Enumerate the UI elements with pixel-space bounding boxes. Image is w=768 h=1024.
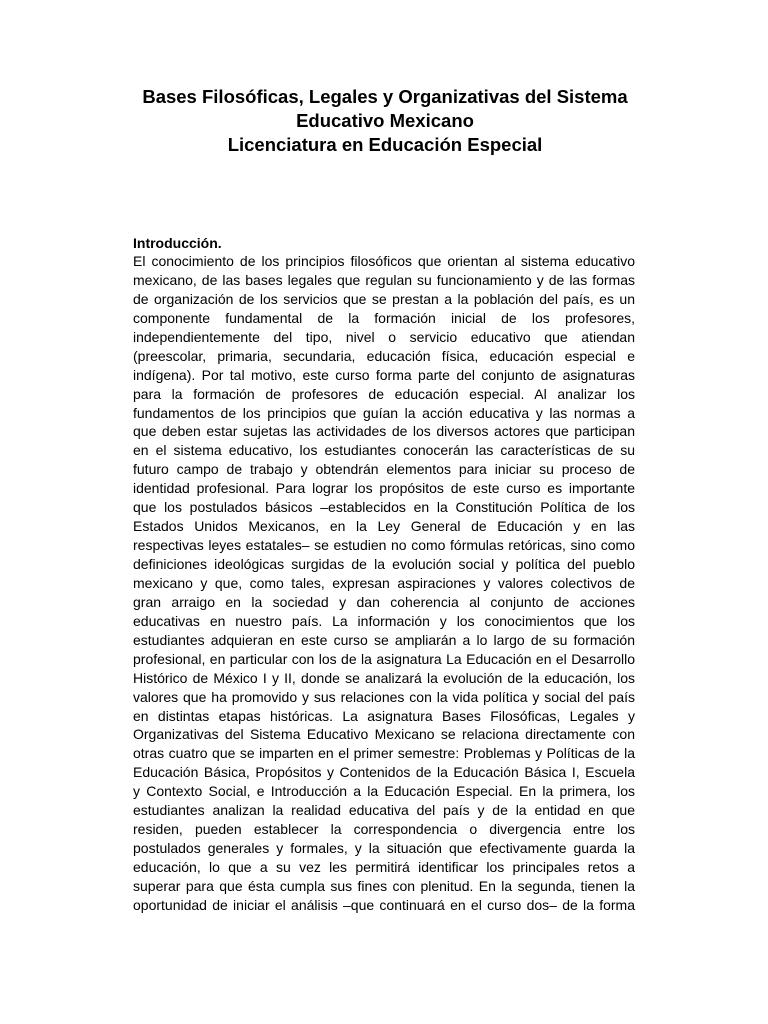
paragraph-line: educación, lo que a su vez les permitirá identificar los principales retos a — [133, 859, 635, 875]
paragraph-line: Estados Unidos Mexicanos, en la Ley General de Educación y en las — [133, 518, 635, 535]
paragraph-line: indígena). Por tal motivo, este curso forma parte del conjunto de asignaturas — [133, 366, 635, 383]
paragraph-line: (preescolar, primaria, secundaria, educación física, educación especial e — [133, 347, 635, 364]
paragraph-line: de organización de los servicios que se prestan a la población del país, es un — [133, 290, 635, 307]
paragraph-line: en el sistema educativo, los estudiantes conocerán las características de su — [133, 442, 635, 459]
paragraph-line: El conocimiento de los principios filosóficos que orientan al sistema educativo — [133, 253, 635, 269]
paragraph-line: respectivas leyes estatales– se estudien no como fórmulas retóricas, sino como — [133, 537, 635, 554]
paragraph-line: residen, pueden establecer la correspondencia o divergencia entre los — [133, 821, 635, 838]
paragraph-line: oportunidad de iniciar el análisis –que continuará en el curso dos– de la forma — [133, 896, 635, 913]
document-title — [100, 85, 670, 157]
paragraph-line: futuro campo de trabajo y obtendrán elementos para iniciar su proceso de — [133, 461, 635, 478]
title-line-1: Bases Filosóficas, Legales y Organizativas del Sistema — [142, 86, 628, 107]
paragraph-line: Organizativas del Sistema Educativo Mexicano se relaciona directamente con — [133, 726, 635, 743]
section-heading: Introducción. — [133, 235, 222, 251]
paragraph-line: independientemente del tipo, nivel o servicio educativo que atiendan — [133, 328, 635, 345]
paragraph-line: profesional, en particular con los de la asignatura La Educación en el Desarrollo — [133, 650, 635, 667]
paragraph-line: en distintas etapas históricas. La asignatura Bases Filosóficas, Legales y — [133, 707, 635, 724]
paragraph-line: postulados generales y formales, y la situación que efectivamente guarda la — [133, 840, 635, 857]
paragraph-line: para la formación de profesores de educación especial. Al analizar los — [133, 385, 635, 402]
paragraph-line: gran arraigo en la sociedad y dan coherencia al conjunto de acciones — [133, 593, 635, 610]
paragraph-line: componente fundamental de la formación inicial de los profesores, — [133, 309, 635, 326]
paragraph-line: fundamentos de los principios que guían la acción educativa y las normas a — [133, 404, 635, 421]
paragraph-line: otras cuatro que se imparten en el primer semestre: Problemas y Políticas de la — [133, 745, 635, 762]
paragraph-line: estudiantes analizan la realidad educativa del país y de la entidad en que — [133, 802, 635, 819]
paragraph-line: que deben estar sujetas las actividades de los diversos actores que participan — [133, 423, 635, 440]
paragraph-line: educativas en nuestro país. La información y los conocimientos que los — [133, 612, 635, 629]
paragraph-line: que los postulados básicos –establecidos en la Constitución Política de los — [133, 499, 635, 516]
body-paragraph — [133, 252, 635, 915]
paragraph-line: Histórico de México I y II, donde se analizará la evolución de la educación, los — [133, 669, 635, 686]
paragraph-line: Educación Básica, Propósitos y Contenidos de la Educación Básica I, Escuela — [133, 764, 635, 781]
paragraph-line: identidad profesional. Para lograr los propósitos de este curso es importante — [133, 480, 635, 497]
paragraph-line: definiciones ideológicas surgidas de la evolución social y política del pueblo — [133, 556, 635, 572]
paragraph-line: mexicano y que, como tales, expresan aspiraciones y valores colectivos de — [133, 574, 635, 591]
title-line-2: Educativo Mexicano — [296, 110, 474, 131]
paragraph-line: mexicano, de las bases legales que regulan su funcionamiento y de las formas — [133, 271, 635, 288]
title-line-3: Licenciatura en Educación Especial — [227, 134, 543, 155]
paragraph-line: y Contexto Social, e Introducción a la Educación Especial. En la primera, los — [133, 783, 635, 800]
paragraph-line: valores que ha promovido y sus relaciones con la vida política y social del país — [133, 688, 635, 705]
paragraph-line: superar para que ésta cumpla sus fines con plenitud. En la segunda, tienen la — [133, 877, 635, 894]
paragraph-line: estudiantes adquieran en este curso se ampliarán a lo largo de su formación — [133, 631, 635, 648]
